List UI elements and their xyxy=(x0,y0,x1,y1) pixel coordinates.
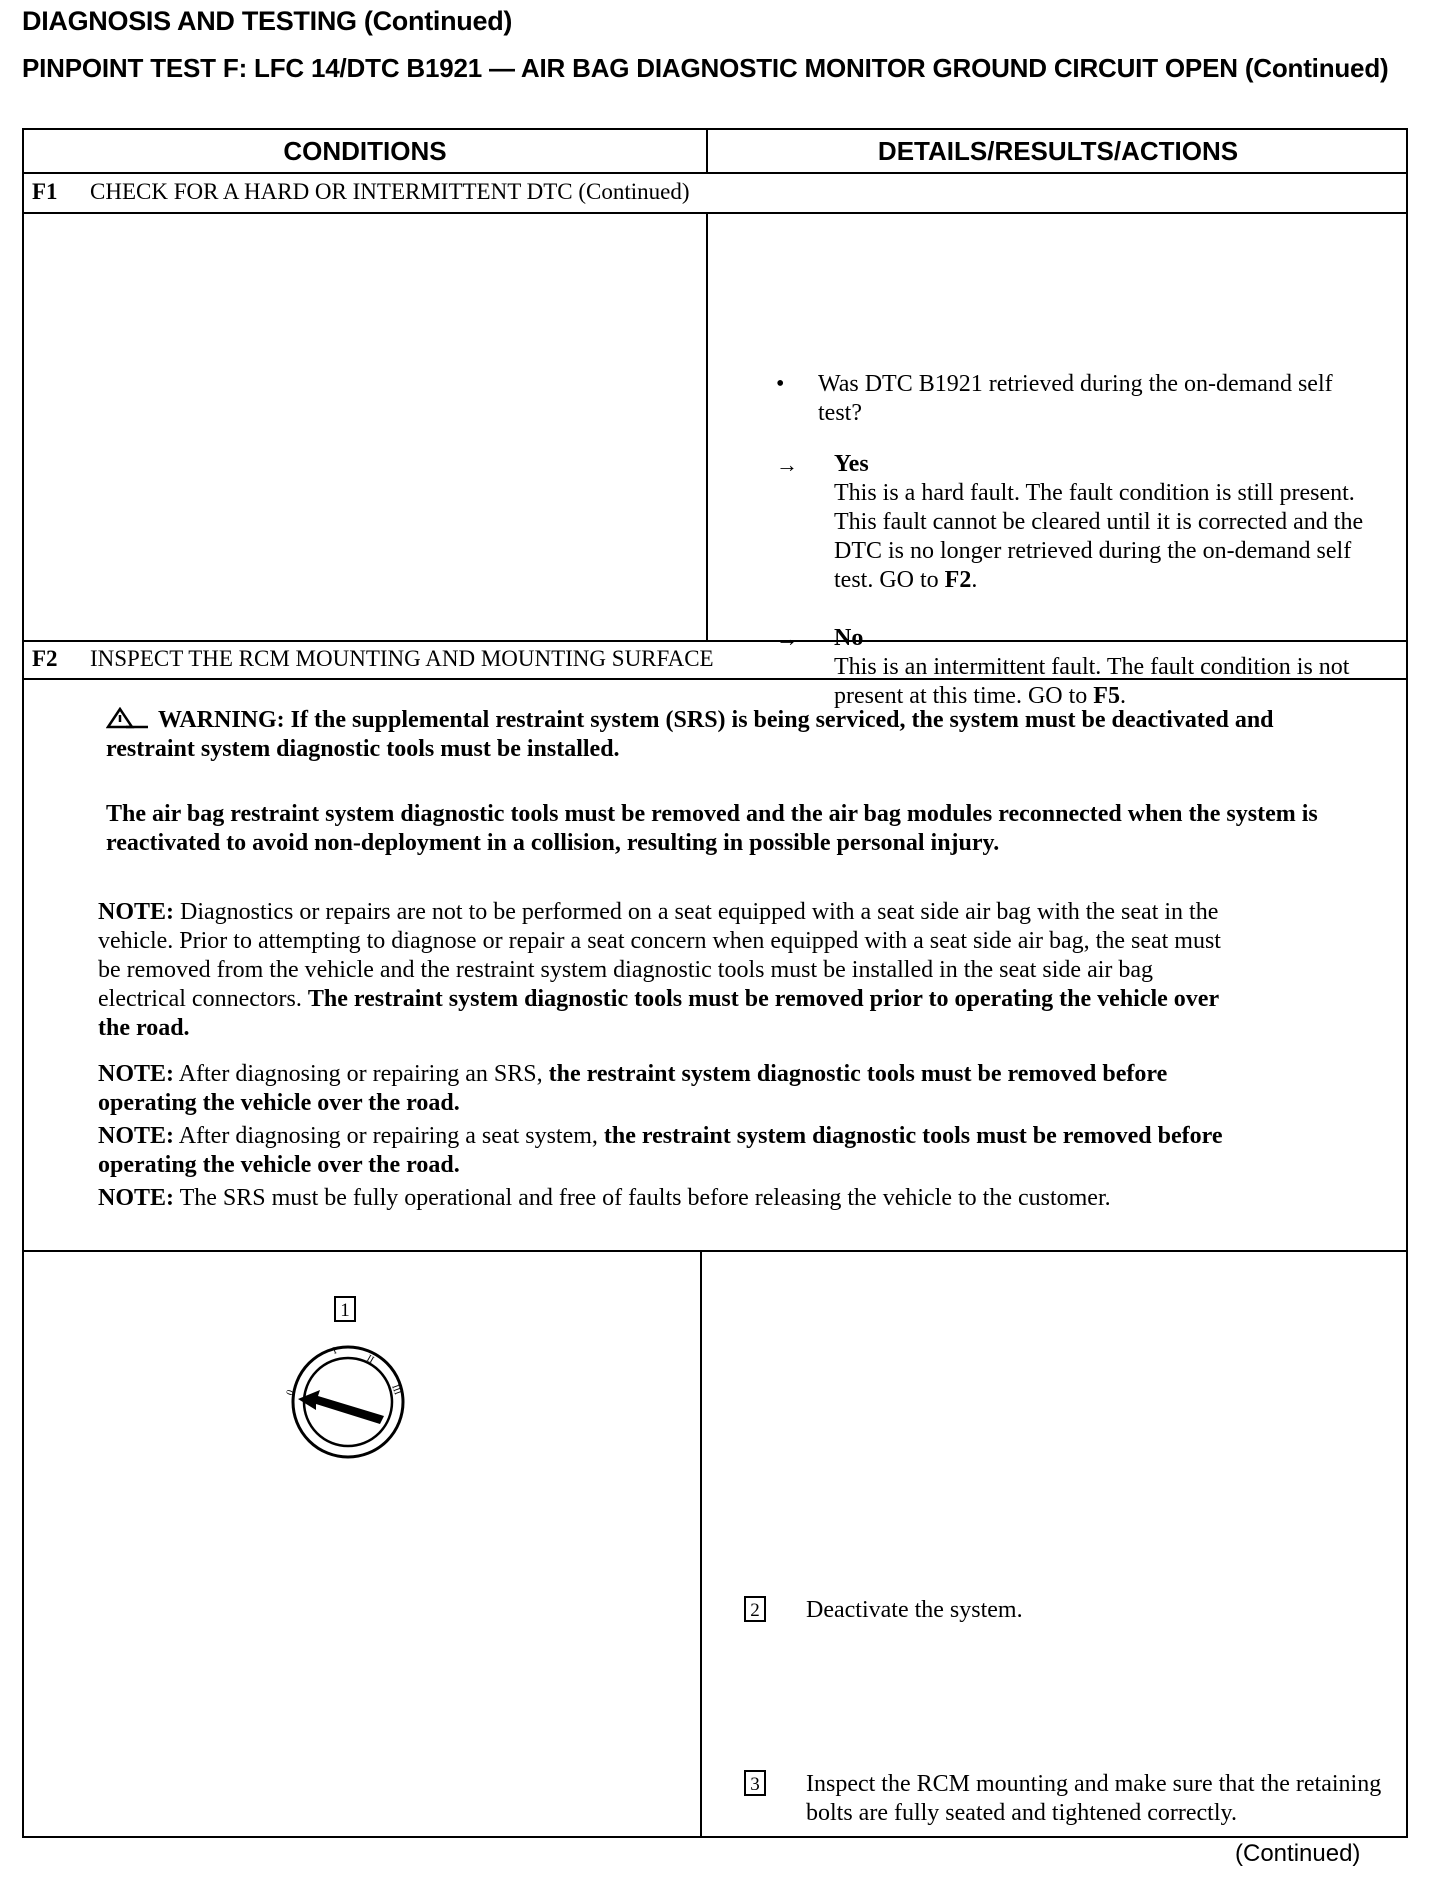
warning-text-2: The air bag restraint system diagnostic tools must be removed and the air bag modules reconnected when the system is reactivated to avoid non-deployment in a collision, resulting in possible personal injury. xyxy=(106,801,1318,856)
column-divider xyxy=(700,1250,702,1838)
step-title: CHECK FOR A HARD OR INTERMITTENT DTC (Continued) xyxy=(90,179,690,204)
column-divider xyxy=(706,212,708,640)
rule xyxy=(24,172,1406,174)
result-text: This is a hard fault. The fault condition is still present. This fault cannot be cleared until it is corrected and the DTC is no longer retrieved during the on-demand self test. GO to F2. xyxy=(834,480,1364,593)
note-label: NOTE: xyxy=(98,1061,175,1087)
warning-text: WARNING: If the supplemental restraint system (SRS) is being serviced, the system must be deactivated and restraint system diagnostic tools must be installed. xyxy=(106,707,1274,762)
step-id: F2 xyxy=(32,646,58,671)
pinpoint-table xyxy=(22,128,1408,1838)
note-3: NOTE: After diagnosing or repairing a seat system, the restraint system diagnostic tools must be removed before operating the vehicle over the road. xyxy=(98,1123,1223,1178)
result-text: This is an intermittent fault. The fault condition is not present at this time. GO to F5. xyxy=(834,654,1350,709)
rule xyxy=(24,678,1406,680)
warning-triangle-icon xyxy=(106,707,150,729)
note-2: NOTE: After diagnosing or repairing an SRS, the restraint system diagnostic tools must be removed before operating the vehicle over the road. xyxy=(98,1061,1168,1116)
pinpoint-test-title: PINPOINT TEST F: LFC 14/DTC B1921 — AIR BAG DIAGNOSTIC MONITOR GROUND CIRCUIT OPEN (Continued) xyxy=(22,53,1389,83)
rule xyxy=(24,212,1406,214)
bullet-icon: • xyxy=(776,371,785,397)
step-title: INSPECT THE RCM MOUNTING AND MOUNTING SURFACE xyxy=(90,646,714,671)
step-number: 1 xyxy=(334,1296,356,1322)
step-number: 3 xyxy=(744,1770,766,1796)
step-id: F1 xyxy=(32,179,58,204)
result-label: No xyxy=(834,625,864,651)
header-divider xyxy=(706,130,708,172)
rule xyxy=(24,640,1406,642)
step-1-callout xyxy=(334,1296,356,1322)
step-text: Deactivate the system. xyxy=(806,1597,1023,1623)
ignition-switch-icon xyxy=(280,1330,420,1470)
ignition-label-run: II xyxy=(364,1353,376,1366)
arrow-right-icon: → xyxy=(776,626,798,651)
goto-link[interactable]: F2 xyxy=(944,567,972,593)
note-label: NOTE: xyxy=(98,1123,175,1149)
step-number: 2 xyxy=(744,1596,766,1622)
note-4: NOTE: The SRS must be fully operational and free of faults before releasing the vehicle to the customer. xyxy=(98,1185,1111,1211)
step-2 xyxy=(744,1596,1023,1625)
page-header: DIAGNOSIS AND TESTING (Continued) xyxy=(22,6,513,36)
ignition-label-start: III xyxy=(389,1383,403,1397)
column-header-conditions: CONDITIONS xyxy=(283,136,447,166)
continued-footer: (Continued) xyxy=(1235,1840,1361,1867)
result-label: Yes xyxy=(834,451,869,477)
step-f2-title-row xyxy=(32,644,714,674)
note-label: NOTE: xyxy=(98,899,175,925)
column-header-details: DETAILS/RESULTS/ACTIONS xyxy=(877,136,1239,166)
ignition-label-off: 0 xyxy=(284,1388,297,1398)
ignition-label-acc: I xyxy=(331,1345,339,1357)
question-text: Was DTC B1921 retrieved during the on-demand self test? xyxy=(818,371,1333,426)
step-3 xyxy=(744,1770,1382,1826)
note-label: NOTE: xyxy=(98,1185,175,1211)
step-text: Inspect the RCM mounting and make sure that the retaining bolts are fully seated and tightened correctly. xyxy=(806,1771,1382,1826)
rule xyxy=(24,1250,1406,1252)
note-1: NOTE: Diagnostics or repairs are not to be performed on a seat equipped with a seat side air bag with the seat in the vehicle. Prior to attempting to diagnose or repair a seat concern when equipped with a seat side air bag, the seat must be removed from the vehicle and the restraint system diagnostic tools must be installed in the seat side air bag electrical connectors. The restraint system diagnostic tools must be removed prior to operating the vehicle over the road. xyxy=(98,899,1221,1041)
goto-link[interactable]: F5 xyxy=(1093,683,1120,709)
step-f1-title-row xyxy=(32,177,690,207)
arrow-right-icon: → xyxy=(776,452,798,477)
